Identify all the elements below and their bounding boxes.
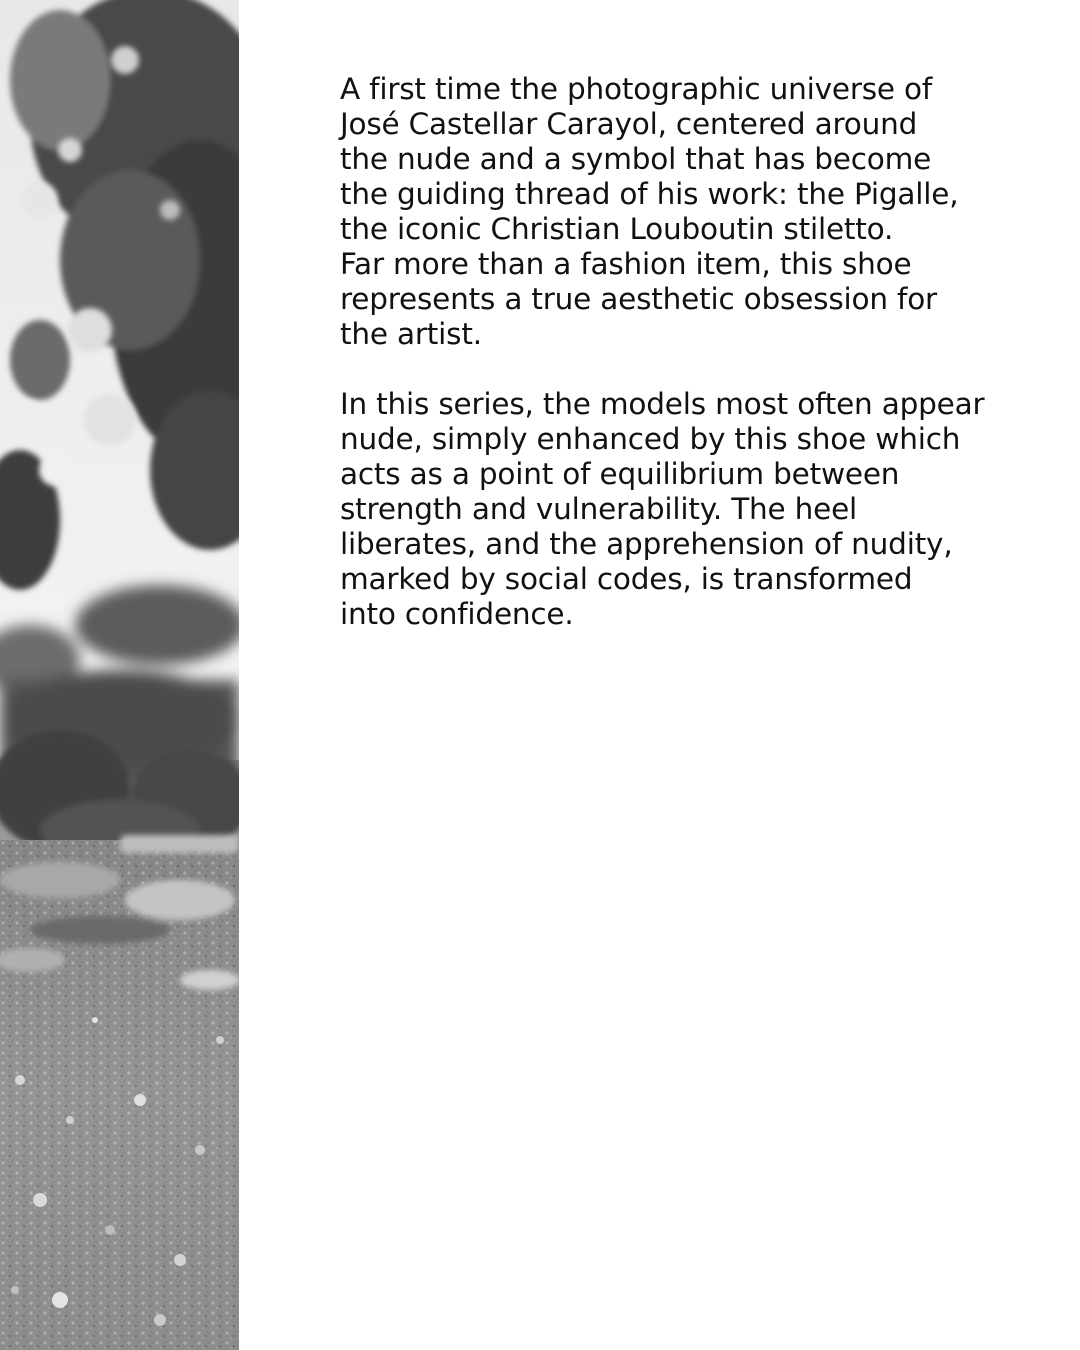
paragraph-series: In this series, the models most often appear nude, simply enhanced by this shoe which acts as a point of equilibrium between strength and vulnerability. The heel liberates, and the apprehension of nudity, marked by social codes, is transformed into confidence. [340,387,985,631]
paragraph-intro: A first time the photographic universe of José Castellar Carayol, centered around the nude and a symbol that has become the guiding thread of his work: the Pigalle, the iconic Christian Louboutin stiletto. Far more than a fashion item, this shoe represents a true aesthetic obsession for the artist. [340,72,959,351]
body-text-block [340,72,1040,667]
landscape-photo-strip [0,0,239,1350]
bw-tree-landscape-photo [0,0,239,1350]
